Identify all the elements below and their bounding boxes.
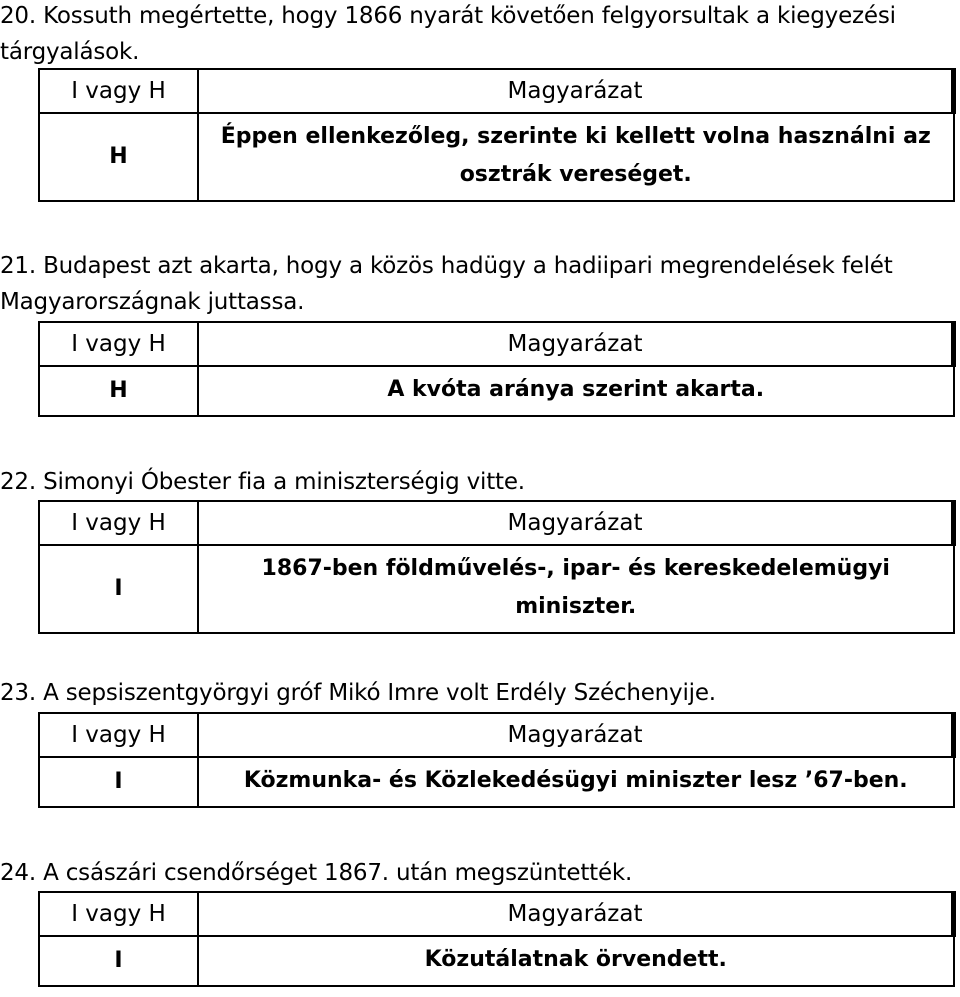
header-true-false: I vagy H [39,69,198,113]
answer-value: I [39,545,198,633]
header-explanation: Magyarázat [198,322,954,366]
answer-value: H [39,113,198,201]
question-23-text: 23. A sepsiszentgyörgyi gróf Mikó Imre volt Erdély Széchenyije. [0,680,716,706]
question-24-text: 24. A császári csendőrséget 1867. után megszüntették. [0,860,633,886]
table-answer-row [39,366,954,416]
explanation-text: Éppen ellenkezőleg, szerinte ki kellett volna használni az osztrák vereséget. [198,113,954,201]
table-header-row [39,322,954,366]
table-answer-row [39,545,954,633]
table-answer-row [39,757,954,807]
answer-value: I [39,757,198,807]
header-explanation: Magyarázat [198,713,954,757]
answer-table-23 [38,712,956,808]
question-20 [0,0,955,70]
explanation-text: Közutálatnak örvendett. [198,936,954,986]
explanation-text: Közmunka- és Közlekedésügyi miniszter lesz ’67-ben. [198,757,954,807]
header-explanation: Magyarázat [198,892,954,936]
answer-value: I [39,936,198,986]
answer-table-22 [38,500,956,634]
table-answer-row [39,113,954,201]
header-true-false: I vagy H [39,892,198,936]
header-true-false: I vagy H [39,501,198,545]
table-header-row [39,713,954,757]
answer-table-24 [38,891,956,987]
question-20-text: 20. Kossuth megértette, hogy 1866 nyarát követően felgyorsultak a kiegyezési tárgyalások. [0,3,896,65]
table-header-row [39,69,954,113]
question-23 [0,675,955,711]
explanation-text: 1867-ben földművelés-, ipar- és kereskedelemügyi miniszter. [198,545,954,633]
table-header-row [39,892,954,936]
header-explanation: Magyarázat [198,501,954,545]
header-true-false: I vagy H [39,322,198,366]
question-21 [0,248,955,320]
question-22-text: 22. Simonyi Óbester fia a miniszterségig vitte. [0,469,525,495]
header-true-false: I vagy H [39,713,198,757]
header-explanation: Magyarázat [198,69,954,113]
table-header-row [39,501,954,545]
question-24 [0,855,955,891]
answer-table-20 [38,68,956,202]
answer-value: H [39,366,198,416]
table-answer-row [39,936,954,986]
explanation-text: A kvóta aránya szerint akarta. [198,366,954,416]
question-22 [0,464,955,500]
answer-table-21 [38,321,956,417]
question-21-text: 21. Budapest azt akarta, hogy a közös hadügy a hadiipari megrendelések felét Magyarországnak juttassa. [0,253,893,315]
